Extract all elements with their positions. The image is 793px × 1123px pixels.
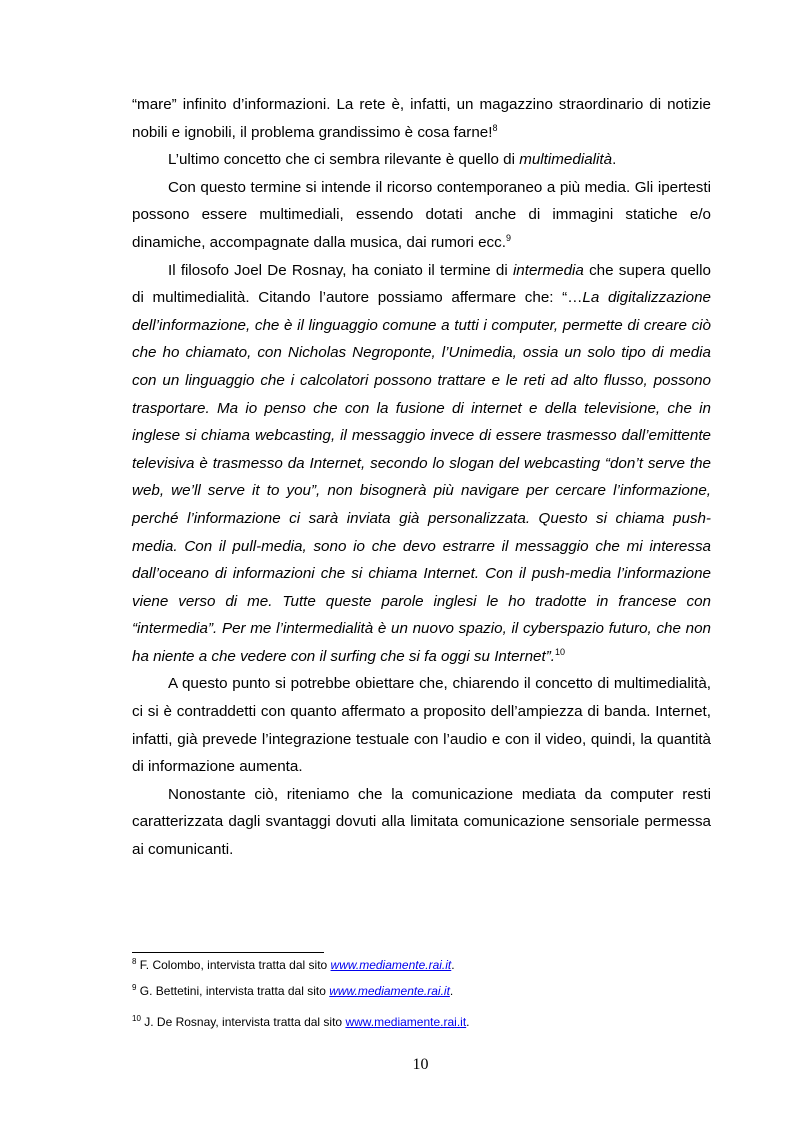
footnote-end: .: [451, 958, 455, 972]
paragraph-3: [132, 174, 711, 257]
footnote-ref-8[interactable]: 8: [492, 122, 498, 133]
footnote-text: G. Bettetini, intervista tratta dal sito: [136, 984, 330, 998]
footnote-text: J. De Rosnay, intervista tratta dal sito: [140, 1015, 346, 1029]
paragraph-text: Il filosofo Joel De Rosnay, ha coniato il termine di: [168, 261, 513, 279]
footnote-end: .: [466, 1015, 470, 1029]
footnote-link[interactable]: www.mediamente.rai.it: [329, 984, 450, 998]
footnote-link[interactable]: www.mediamente.rai.it: [330, 958, 452, 972]
paragraph-text: L’ultimo concetto che ci sembra rilevante è quello di: [168, 151, 520, 169]
page-number: 10: [412, 1056, 429, 1073]
footnote-end: .: [449, 984, 454, 998]
footnote-number: 8: [132, 957, 137, 966]
footnote-ref-9[interactable]: 9: [505, 232, 511, 243]
paragraph-2: [132, 146, 711, 174]
footnote-9: [132, 984, 453, 998]
quotation: La digitalizzazione dell’informazione, che è il linguaggio comune a tutti i computer, permette di creare ciò che ho chiamato, con Nicholas Negroponte, l’Unimedia, ossia un solo tipo di media con un linguaggio che i calcolatori possono trattare e le reti ad alto flusso, possono trasportare. Ma io penso che con la fusione di internet e della televisione, che in inglese si chiama webcasting, il messaggio invece di essere trasmesso dall’emittente televisiva è trasmesso da Internet, secondo lo slogan del webcasting “don’t serve the web, we’ll serve it to you”, non bisognerà più navigare per cercare l’informazione, perché l’informazione ci sarà inviata già personalizzata. Questo si chiama push-media. Con il pull-media, sono io che devo estrarre il messaggio che mi interessa dall’oceano di informazioni che si chiama Internet. Con il push-media l’informazione viene verso di me. Tutte queste parole inglesi le ho tradotte in francese con “intermedia”. Per me l’intermedialità è un nuovo spazio, il cyberspazio futuro, che non ha niente a che vedere con il surfing che si fa oggi su Internet”.: [132, 289, 711, 665]
paragraph-4: [132, 257, 711, 671]
body-text: [132, 91, 711, 864]
term-multimedialita: multimedialità: [519, 151, 613, 169]
footnote-number: 9: [132, 983, 137, 992]
footnote-10: [132, 1015, 470, 1029]
footnote-separator: [132, 952, 324, 953]
paragraph-end: .: [612, 151, 617, 169]
term-intermedia: intermedia: [512, 261, 584, 279]
footnote-link[interactable]: www.mediamente.rai.it: [345, 1015, 467, 1029]
paragraph-text: “mare” infinito d’informazioni. La rete è, infatti, un magazzino straordinario di notizie nobili e ignobili, il problema grandissimo è cosa farne!: [132, 96, 711, 141]
paragraph-6: Nonostante ciò, riteniamo che la comunicazione mediata da computer resti caratterizzata dagli svantaggi dovuti alla limitata comunicazione sensoriale permessa ai comunicanti.: [132, 785, 711, 859]
paragraph-text: Con questo termine si intende il ricorso contemporaneo a più media. Gli ipertesti possono essere multimediali, essendo dotati anche di immagini statiche e/o dinamiche, accompagnate dalla musica, dai rumori ecc.: [132, 178, 711, 251]
paragraph-1: [132, 91, 711, 146]
footnote-number: 10: [132, 1014, 141, 1023]
paragraph-text-continued: che supera quello di multimedialità. Citando l’autore possiamo affermare che: “…: [132, 261, 711, 307]
footnote-ref-10[interactable]: 10: [554, 646, 565, 657]
paragraph-5: A questo punto si potrebbe obiettare che, chiarendo il concetto di multimedialità, ci si è contraddetti con quanto affermato a proposito dell’ampiezza di banda. Internet, infatti, già prevede l’integrazione testuale con l’audio e con il video, quindi, la quantità di informazione aumenta.: [132, 675, 711, 776]
footnote-8: [132, 958, 455, 972]
footnote-text: F. Colombo, intervista tratta dal sito: [136, 958, 331, 972]
